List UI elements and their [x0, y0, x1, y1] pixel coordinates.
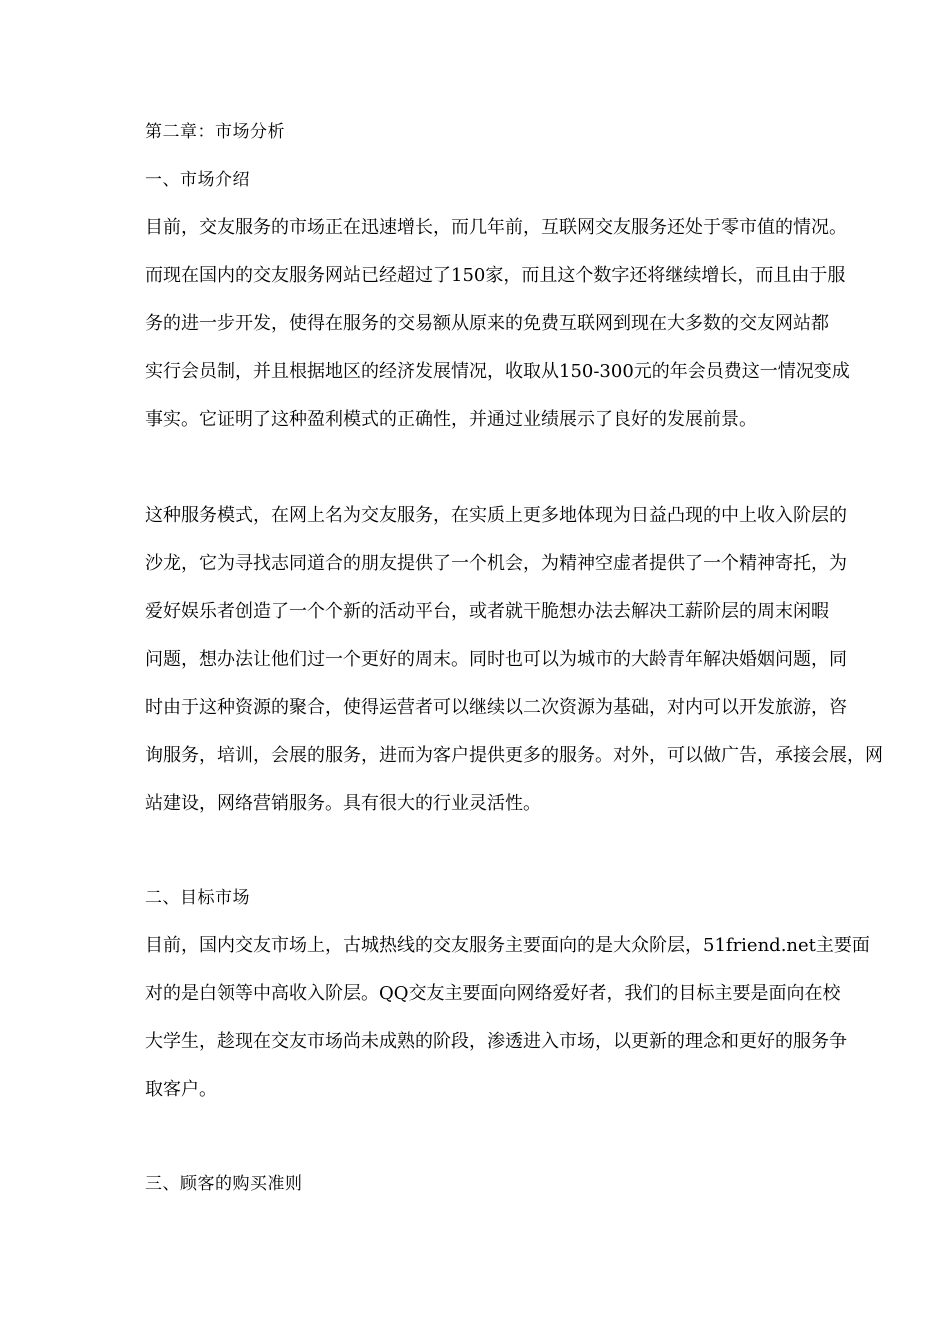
- paragraph-line: 目前，交友服务的市场正在迅速增长，而几年前，互联网交友服务还处于零市值的情况。: [145, 217, 847, 238]
- chapter-title: 第二章：市场分析: [145, 122, 285, 142]
- paragraph-line: 大学生，趁现在交友市场尚未成熟的阶段，渗透进入市场，以更新的理念和更好的服务争: [145, 1031, 847, 1052]
- paragraph-line: 而现在国内的交友服务网站已经超过了150家，而且这个数字还将继续增长，而且由于服: [145, 265, 846, 286]
- paragraph-line: 这种服务模式，在网上名为交友服务，在实质上更多地体现为日益凸现的中上收入阶层的: [145, 505, 847, 526]
- paragraph-line: 务的进一步开发，使得在服务的交易额从原来的免费互联网到现在大多数的交友网站都: [145, 313, 829, 334]
- paragraph-line: 目前，国内交友市场上，古城热线的交友服务主要面向的是大众阶层，51friend.net主要面: [145, 935, 870, 956]
- paragraph-line: 站建设，网络营销服务。具有很大的行业灵活性。: [145, 793, 541, 814]
- paragraph-line: 问题，想办法让他们过一个更好的周末。同时也可以为城市的大龄青年解决婚姻问题，同: [145, 649, 847, 670]
- paragraph-line: 事实。它证明了这种盈利模式的正确性，并通过业绩展示了良好的发展前景。: [145, 409, 757, 430]
- section-heading-purchase-criteria: 三、顾客的购买准则: [145, 1174, 303, 1194]
- section-heading-target-market: 二、目标市场: [145, 888, 250, 908]
- paragraph-line: 沙龙，它为寻找志同道合的朋友提供了一个机会，为精神空虚者提供了一个精神寄托，为: [145, 553, 847, 574]
- paragraph-line: 实行会员制，并且根据地区的经济发展情况，收取从150-300元的年会员费这一情况变成: [145, 361, 850, 382]
- paragraph-line: 对的是白领等中高收入阶层。QQ交友主要面向网络爱好者，我们的目标主要是面向在校: [145, 983, 841, 1004]
- paragraph-line: 取客户。: [145, 1079, 217, 1100]
- section-heading-market-intro: 一、市场介绍: [145, 170, 250, 190]
- paragraph-line: 时由于这种资源的聚合，使得运营者可以继续以二次资源为基础，对内可以开发旅游，咨: [145, 697, 847, 718]
- paragraph-line: 询服务，培训，会展的服务，进而为客户提供更多的服务。对外，可以做广告，承接会展，网: [145, 745, 883, 766]
- paragraph-line: 爱好娱乐者创造了一个个新的活动平台，或者就干脆想办法去解决工薪阶层的周末闲暇: [145, 601, 829, 622]
